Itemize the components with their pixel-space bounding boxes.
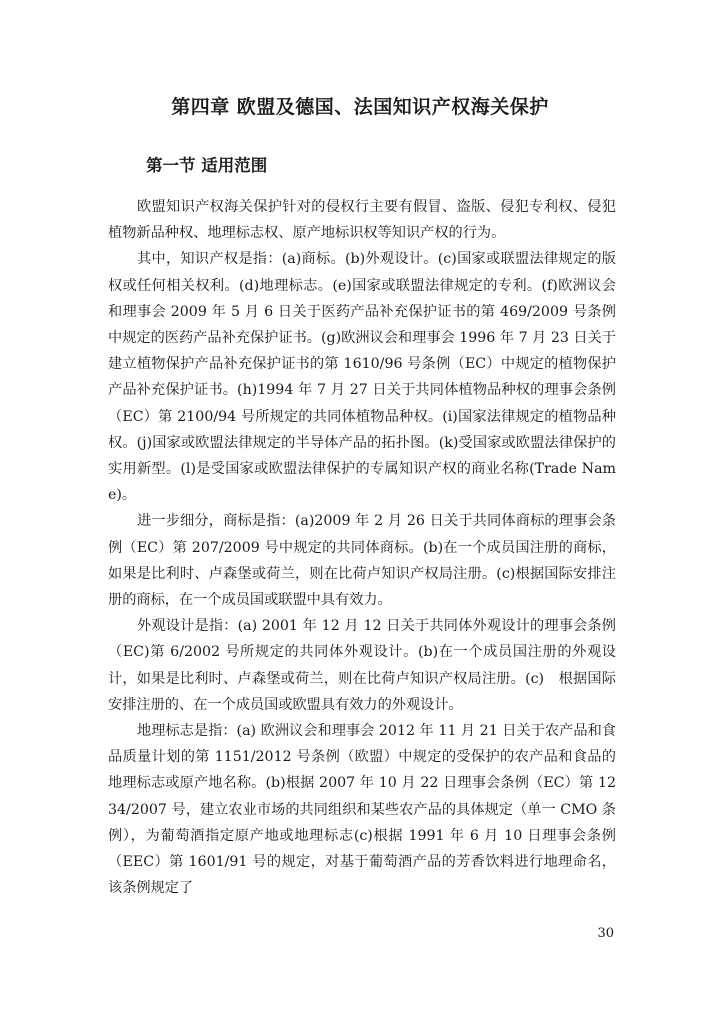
page-number: 30 [597,926,614,941]
body-text [108,194,616,901]
paragraph: 进一步细分，商标是指：(a)2009 年 2 月 26 日关于共同体商标的理事会条例（EC）第 207/2009 号中规定的共同体商标。(b)在一个成员国注册的商标，如果是比利时、卢森堡或荷兰，则在比荷卢知识产权局注册。(c)根据国际安排注册的商标，在一个成员国或联盟中具有效力。 [108,513,616,609]
paragraph: 欧盟知识产权海关保护针对的侵权行主要有假冒、盗版、侵犯专利权、侵犯植物新品种权、地理标志权、原产地标识权等知识产权的行为。 [108,199,616,242]
section-title: 第一节 适用范围 [146,156,268,175]
paragraph: 外观设计是指：(a) 2001 年 12 月 12 日关于共同体外观设计的理事会条例（EC)第 6/2002 号所规定的共同体外观设计。(b)在一个成员国注册的外观设计，如果是比利时、卢森堡或荷兰，则在比荷卢知识产权局注册。(c) 根据国际安排注册的、在一个成员国或欧盟具有效力的外观设计。 [108,618,616,713]
chapter-title: 第四章 欧盟及德国、法国知识产权海关保护 [171,96,549,118]
paragraph: 地理标志是指：(a) 欧洲议会和理事会 2012 年 11 月 21 日关于农产品和食品质量计划的第 1151/2012 号条例（欧盟）中规定的受保护的农产品和食品的地理标志或原产地名称。(b)根据 2007 年 10 月 22 日理事会条例（EC）第 1234/2007 号，建立农业市场的共同组织和某些农产品的具体规定（单一 CMO 条例），为葡萄酒指定原产地或地理标志(c)根据 1991 年 6 月 10 日理事会条例（EEC）第 1601/91 号的规定，对基于葡萄酒产品的芳香饮料进行地理命名，该条例规定了 [108,723,616,897]
paragraph: 其中，知识产权是指：(a)商标。(b)外观设计。(c)国家或联盟法律规定的版权或任何相关权利。(d)地理标志。(e)国家或联盟法律规定的专利。(f)欧洲议会和理事会 2009 年 5 月 6 日关于医药产品补充保护证书的第 469/2009 号条例中规定的医药产品补充保护证书。(g)欧洲议会和理事会 1996 年 7 月 23 日关于建立植物保护产品补充保护证书的第 1610/96 号条例（EC）中规定的植物保护产品补充保护证书。(h)1994 年 7 月 27 日关于共同体植物品种权的理事会条例（EC）第 2100/94 号所规定的共同体植物品种权。(i)国家法律规定的植物品种权。(j)国家或欧盟法律规定的半导体产品的拓扑图。(k)受国家或欧盟法律保护的实用新型。(l)是受国家或欧盟法律保护的专属知识产权的商业名称(Trade Name)。 [108,251,616,504]
